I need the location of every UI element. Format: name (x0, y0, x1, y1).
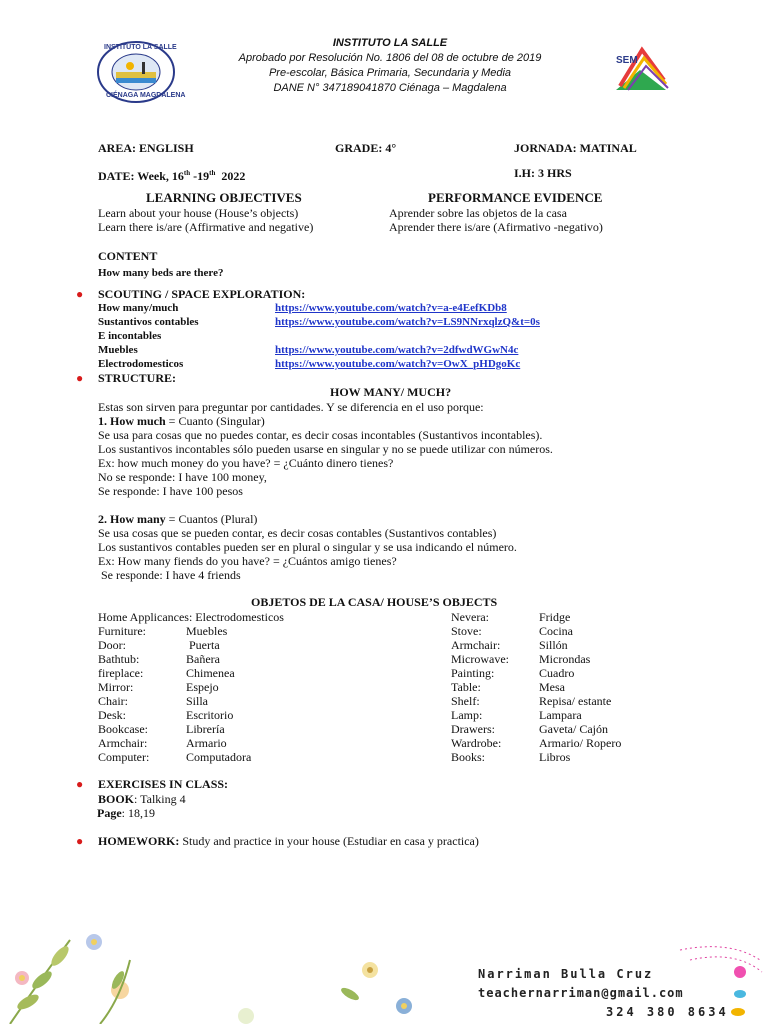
performance-evidence-heading: PERFORMANCE EVIDENCE (428, 190, 603, 205)
object-english-label: Cuadro (539, 666, 575, 680)
object-english: Bookcase: (98, 722, 148, 736)
bullet-icon: ● (76, 834, 84, 848)
object-spanish-label: Drawers: (451, 722, 495, 736)
object-english-label: Mesa (539, 680, 565, 694)
object-spanish-label: Armchair: (451, 638, 501, 652)
bullet-icon: ● (76, 287, 84, 301)
how-much-line: No se responde: I have 100 money, (98, 470, 267, 484)
teacher-name: Narriman Bulla Cruz (478, 967, 654, 981)
bullet-icon: ● (76, 777, 84, 791)
homework-label: HOMEWORK: (98, 834, 180, 848)
how-much-line: Ex: how much money do you have? = ¿Cuánto dinero tienes? (98, 456, 394, 470)
homework-line (98, 834, 479, 848)
scouting-label: How many/much (98, 302, 179, 314)
object-english-label: Repisa/ estante (539, 694, 612, 708)
object-spanish-label: Nevera: (451, 610, 489, 624)
object-spanish-label: Table: (451, 680, 481, 694)
object-english-label: Armario/ Ropero (539, 736, 622, 750)
content-heading: CONTENT (98, 249, 158, 263)
date-sup-end: th (209, 169, 216, 177)
object-spanish: Chimenea (186, 666, 235, 680)
object-spanish-label: Lamp: (451, 708, 483, 722)
object-spanish-label: Microwave: (451, 652, 509, 666)
how-much-line: Se usa para cosas que no puedes contar, es decir cosas incontables (Sustantivos incontables). (98, 428, 543, 442)
scouting-label: Electrodomesticos (98, 358, 184, 370)
object-spanish: Puerta (186, 638, 220, 652)
logo-left-top-text: INSTITUTO LA SALLE (104, 44, 177, 51)
book-label: BOOK (98, 792, 135, 806)
how-much-line: Se responde: I have 100 pesos (98, 484, 243, 498)
object-english-label: Libros (539, 750, 571, 764)
objective-item: Learn there is/are (Affirmative and negative) (98, 220, 314, 234)
object-english: Desk: (98, 708, 126, 722)
objects-title: OBJETOS DE LA CASA/ HOUSE’S OBJECTS (251, 595, 498, 609)
date-sup-start: th (183, 169, 191, 177)
how-much-heading (98, 414, 265, 428)
object-spanish-label: Painting: (451, 666, 495, 680)
school-name: INSTITUTO LA SALLE (332, 37, 448, 49)
object-spanish: Escritorio (186, 708, 234, 722)
structure-heading: STRUCTURE: (98, 371, 177, 385)
video-link[interactable]: https://www.youtube.com/watch?v=a-e4EefKDb8 (275, 302, 507, 314)
object-english-label: Gaveta/ Cajón (539, 722, 608, 736)
bullet-icon: ● (76, 371, 84, 385)
object-english-label: Sillón (539, 638, 568, 652)
book-line (98, 792, 186, 806)
object-english: Mirror: (98, 680, 134, 694)
page-line (97, 806, 155, 820)
evidence-item: Aprender there is/are (Afirmativo -negativo) (389, 220, 603, 234)
school-header (190, 36, 590, 96)
jornada-label: JORNADA: MATINAL (514, 141, 637, 155)
object-english: Computer: (98, 750, 150, 764)
objects-subtitle: Home Applicances: Electrodomesticos (98, 610, 284, 624)
book-value: : Talking 4 (134, 792, 186, 806)
exercises-heading: EXERCISES IN CLASS: (98, 777, 229, 791)
object-spanish: Bañera (186, 652, 220, 666)
object-spanish: Computadora (186, 750, 252, 764)
page-value: : 18,19 (121, 806, 155, 820)
scouting-label: Sustantivos contables (98, 316, 199, 328)
object-english-label: Cocina (539, 624, 573, 638)
object-english-label: Microndas (539, 652, 591, 666)
object-spanish: Silla (186, 694, 209, 708)
object-english: Chair: (98, 694, 128, 708)
object-spanish: Espejo (186, 680, 219, 694)
homework-text: Study and practice in your house (Estudiar en casa y practica) (179, 834, 479, 848)
sem-logo (610, 40, 670, 94)
object-english: fireplace: (98, 666, 144, 680)
how-many-line: Los sustantivos contables pueden ser en plural o singular y se usa indicando el número. (98, 540, 517, 554)
hours-label: I.H: 3 HRS (514, 166, 572, 180)
date-mid: -19 (190, 169, 210, 183)
grade-label: GRADE: 4° (335, 141, 397, 155)
evidence-item: Aprender sobre las objetos de la casa (389, 206, 567, 220)
object-spanish-label: Books: (451, 750, 486, 764)
object-english-label: Lampara (539, 708, 582, 722)
area-label: AREA: ENGLISH (98, 141, 194, 155)
object-spanish: Armario (186, 736, 227, 750)
how-many-line: Ex: How many fiends do you have? = ¿Cuántos amigo tienes? (98, 554, 397, 568)
date-year: 2022 (215, 169, 246, 183)
how-many-line: Se usa cosas que se pueden contar, es decir cosas contables (Sustantivos contables) (98, 526, 497, 540)
object-english-label: Fridge (539, 610, 571, 624)
objective-item: Learn about your house (House’s objects) (98, 206, 299, 220)
object-english: Armchair: (98, 736, 148, 750)
structure-title: HOW MANY/ MUCH? (330, 385, 452, 399)
learning-objectives-heading: LEARNING OBJECTIVES (146, 190, 302, 205)
video-link[interactable]: https://www.youtube.com/watch?v=LS9NNrxqlzQ&t=0s (275, 316, 540, 328)
how-many-label: 2. How many (98, 512, 166, 526)
object-spanish: Librería (186, 722, 225, 736)
structure-intro: Estas son sirven para preguntar por cantidades. Y se diferencia en el uso porque: (98, 400, 484, 414)
sem-logo-text: SEM (616, 55, 638, 66)
teacher-email: teachernarriman@gmail.com (478, 986, 684, 1000)
dane-line: DANE N° 347189041870 Ciénaga – Magdalena (273, 82, 507, 94)
how-many-line: Se responde: I have 4 friends (98, 568, 241, 582)
object-spanish-label: Stove: (451, 624, 482, 638)
date-label (98, 166, 245, 183)
object-english: Bathtub: (98, 652, 140, 666)
logo-left-bottom-text: CIÉNAGA MAGDALENA (106, 92, 186, 99)
object-english: Furniture: (98, 624, 146, 638)
how-much-line: Los sustantivos incontables sólo pueden usarse en singular y no se puede utilizar con números. (98, 442, 553, 456)
how-much-label: 1. How much (98, 414, 166, 428)
object-english: Door: (98, 638, 126, 652)
video-link[interactable]: https://www.youtube.com/watch?v=2dfwdWGwN4c (275, 344, 519, 356)
content-question: How many beds are there? (98, 267, 224, 279)
levels-line: Pre-escolar, Básica Primaria, Secundaria y Media (268, 67, 512, 79)
scouting-label: Muebles (98, 344, 138, 356)
date-prefix: DATE: Week, 16 (98, 169, 184, 183)
scouting-heading: SCOUTING / SPACE EXPLORATION: (98, 287, 306, 301)
page-label: Page (97, 806, 122, 820)
scouting-label: E incontables (98, 330, 162, 342)
object-spanish-label: Shelf: (451, 694, 480, 708)
how-many-heading (98, 512, 257, 526)
object-spanish: Muebles (186, 624, 228, 638)
resolution-line: Aprobado por Resolución No. 1806 del 08 de octubre de 2019 (238, 52, 542, 64)
object-spanish-label: Wardrobe: (451, 736, 502, 750)
how-much-meaning: = Cuanto (Singular) (165, 414, 265, 428)
video-link[interactable]: https://www.youtube.com/watch?v=OwX_pHDgoKc (275, 358, 521, 370)
how-many-meaning: = Cuantos (Plural) (165, 512, 258, 526)
teacher-phone: 324 380 8634 (606, 1005, 729, 1019)
